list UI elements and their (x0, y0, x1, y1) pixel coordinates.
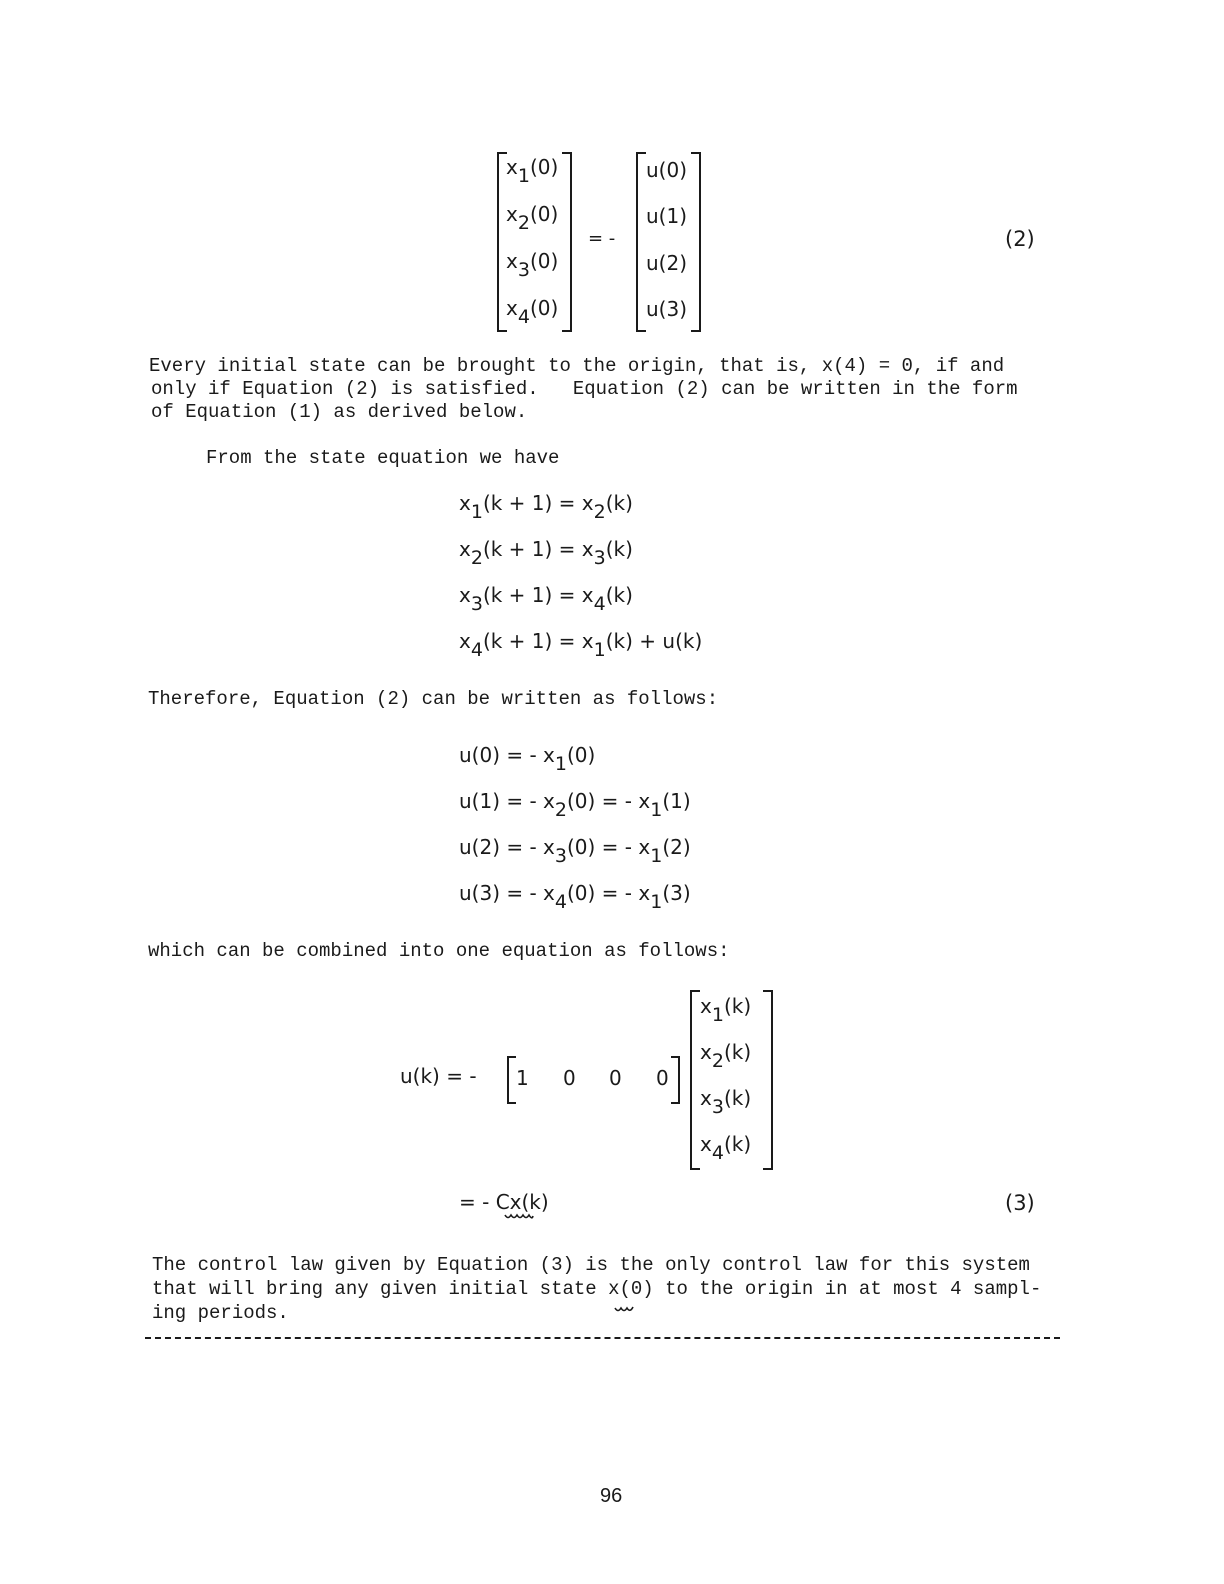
vector-entry: x2(0) (506, 202, 559, 234)
row-entry: 1 (516, 1066, 529, 1090)
vector-entry: x3(0) (506, 249, 559, 281)
vector-entry: x4(0) (506, 296, 559, 328)
vector-entry: x2(k) (700, 1040, 752, 1072)
page-number: 96 (600, 1485, 623, 1507)
row-entry: 0 (563, 1066, 576, 1090)
row-entry: 0 (656, 1066, 669, 1090)
text-line: that will bring any given initial state x(0) to the origin in at most 4 sampl- (152, 1278, 1042, 1300)
right-bracket (763, 990, 773, 1170)
equation-number: (3) (1005, 1191, 1035, 1215)
control-equation: u(0) = - x1(0) (459, 743, 596, 775)
vector-entry: u(2) (646, 251, 688, 275)
right-bracket (562, 152, 572, 332)
text-line: only if Equation (2) is satisfied. Equation (2) can be written in the form (151, 378, 1018, 400)
vector-entry: x1(k) (700, 994, 752, 1026)
vector-entry: x1(0) (506, 155, 559, 187)
left-bracket (636, 152, 646, 332)
dashed-divider (145, 1337, 1060, 1339)
text-line: The control law given by Equation (3) is the only control law for this system (152, 1254, 1030, 1276)
equation-line: = - Cx(k) (459, 1190, 549, 1214)
control-equation: u(3) = - x4(0) = - x1(3) (459, 881, 691, 913)
equals-minus: = - (588, 228, 616, 249)
paragraph: From the state equation we have (206, 447, 560, 469)
paragraph: which can be combined into one equation as follows: (148, 940, 730, 962)
state-equation: x4(k + 1) = x1(k) + u(k) (459, 629, 703, 661)
vector-underline-mark (614, 1305, 634, 1313)
state-equation: x1(k + 1) = x2(k) (459, 491, 633, 523)
vector-entry: u(0) (646, 158, 688, 182)
right-bracket (691, 152, 701, 332)
state-equation: x3(k + 1) = x4(k) (459, 583, 633, 615)
equation-number: (2) (1005, 227, 1035, 251)
control-equation: u(1) = - x2(0) = - x1(1) (459, 789, 691, 821)
text-line: Every initial state can be brought to the origin, that is, x(4) = 0, if and (149, 355, 1005, 377)
control-equation: u(2) = - x3(0) = - x1(2) (459, 835, 691, 867)
row-entry: 0 (609, 1066, 622, 1090)
right-bracket (671, 1056, 680, 1104)
state-equation: x2(k + 1) = x3(k) (459, 537, 633, 569)
vector-entry: u(3) (646, 297, 688, 321)
vector-underline-mark (504, 1213, 534, 1221)
left-bracket (507, 1056, 516, 1104)
equation-lhs: u(k) = - (400, 1064, 477, 1088)
vector-entry: u(1) (646, 204, 688, 228)
left-bracket (690, 990, 700, 1170)
vector-entry: x4(k) (700, 1132, 752, 1164)
text-line: of Equation (1) as derived below. (151, 401, 528, 423)
text-line: ing periods. (152, 1302, 289, 1324)
vector-entry: x3(k) (700, 1086, 752, 1118)
paragraph: Therefore, Equation (2) can be written as follows: (148, 688, 719, 710)
